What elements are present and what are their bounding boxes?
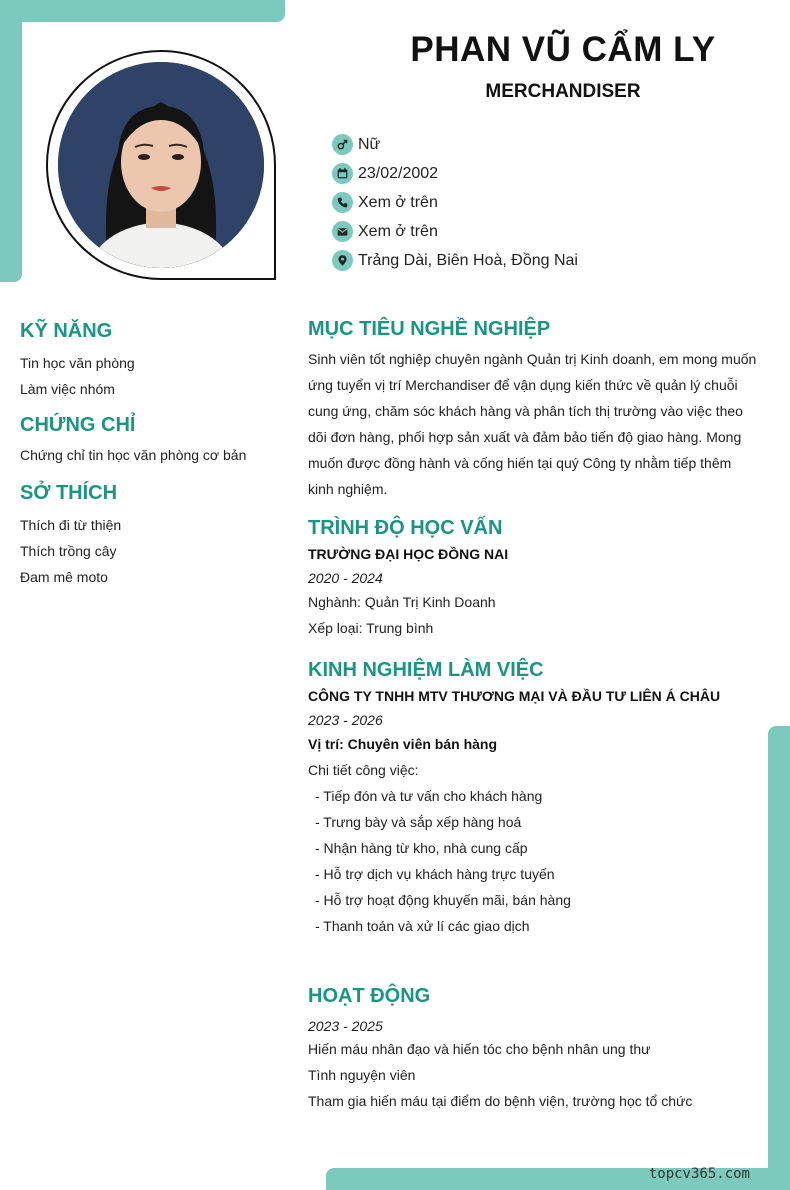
activity-item: Tình nguyện viên — [308, 1067, 416, 1083]
hobby-item: Thích trồng cây — [20, 543, 117, 559]
experience-task: - Tiếp đón và tư vấn cho khách hàng — [315, 788, 543, 804]
experience-section — [308, 657, 758, 939]
experience-task: - Trưng bày và sắp xếp hàng hoá — [315, 814, 522, 830]
objective-line: kinh nghiệm. — [308, 481, 388, 497]
education-grade: Xếp loại: Trung bình — [308, 620, 434, 636]
objective-line: Sinh viên tốt nghiệp chuyên ngành Quản trị Kinh doanh, em mong muốn — [308, 351, 757, 367]
skills-title: KỸ NĂNG — [20, 320, 113, 342]
education-section — [308, 515, 758, 641]
decor-top-bar — [0, 0, 285, 22]
right-column — [308, 316, 758, 1114]
education-school: TRƯỜNG ĐẠI HỌC ĐỒNG NAI — [308, 546, 509, 562]
hobby-item: Đam mê moto — [20, 569, 108, 585]
education-period: 2020 - 2024 — [308, 570, 383, 586]
activities-title: HOẠT ĐỘNG — [308, 985, 431, 1007]
education-major: Nghành: Quản Trị Kinh Doanh — [308, 594, 496, 610]
email-icon — [332, 221, 353, 242]
info-address-text: Trảng Dài, Biên Hoà, Đồng Nai — [358, 251, 578, 269]
hobbies-section — [20, 480, 290, 590]
experience-position: Vị trí: Chuyên viên bán hàng — [308, 736, 498, 752]
hobby-item: Thích đi từ thiện — [20, 517, 122, 533]
decor-right-bar — [768, 726, 790, 1190]
candidate-role: MERCHANDISER — [485, 81, 641, 102]
certificates-section — [20, 412, 290, 468]
experience-title: KINH NGHIỆM LÀM VIỆC — [308, 659, 544, 681]
activities-section — [308, 983, 758, 1114]
info-birthday-text: 23/02/2002 — [358, 164, 439, 182]
info-email — [332, 217, 578, 246]
certificates-title: CHỨNG CHỈ — [20, 414, 136, 436]
experience-details-label: Chi tiết công việc: — [308, 762, 419, 778]
profile-photo — [58, 62, 264, 268]
objective-section — [308, 316, 758, 502]
activity-item: Hiến máu nhân đạo và hiến tóc cho bệnh nhân ung thư — [308, 1041, 651, 1057]
certificate-item: Chứng chỉ tin học văn phòng cơ bản — [20, 447, 247, 463]
info-gender-text: Nữ — [358, 135, 381, 153]
objective-title: MỤC TIÊU NGHỀ NGHIỆP — [308, 318, 551, 340]
experience-company: CÔNG TY TNHH MTV THƯƠNG MẠI VÀ ĐẦU TƯ LIÊN Á CHÂU — [308, 688, 721, 704]
experience-task: - Hỗ trợ dịch vụ khách hàng trực tuyến — [315, 866, 555, 882]
skill-item: Tin học văn phòng — [20, 355, 135, 371]
info-email-text: Xem ở trên — [358, 222, 438, 240]
activity-item: Tham gia hiến máu tại điểm do bệnh viện, trường học tổ chức — [308, 1093, 693, 1109]
info-phone-text: Xem ở trên — [358, 193, 438, 211]
watermark-text: topcv365.com — [648, 1166, 750, 1182]
info-birthday — [332, 159, 578, 188]
objective-line: dõi đơn hàng, phối hợp sản xuất và đảm bảo tiến độ giao hàng. Mong — [308, 429, 742, 445]
objective-line: muốn được đồng hành và cống hiến tại quý Công ty nhằm tiếp thêm — [308, 455, 732, 471]
objective-line: ứng tuyển vị trí Merchandiser để vận dụng kiến thức về quản lý chuỗi — [308, 377, 738, 393]
skills-section — [20, 318, 290, 402]
calendar-icon — [332, 163, 353, 184]
experience-task: - Nhận hàng từ kho, nhà cung cấp — [315, 840, 528, 856]
decor-left-bar — [0, 0, 22, 282]
phone-icon — [332, 192, 353, 213]
info-phone — [332, 188, 578, 217]
info-address — [332, 246, 578, 275]
left-column — [20, 318, 290, 590]
skill-item: Làm việc nhóm — [20, 381, 115, 397]
objective-line: cung ứng, chăm sóc khách hàng và phân tích thị trường vào việc theo — [308, 403, 743, 419]
experience-task: - Hỗ trợ hoạt động khuyến mãi, bán hàng — [315, 892, 571, 908]
candidate-name: PHAN VŨ CẨM LY — [410, 30, 716, 69]
gender-icon — [332, 134, 353, 155]
personal-info-list — [332, 130, 578, 275]
experience-period: 2023 - 2026 — [308, 712, 383, 728]
experience-task: - Thanh toán và xử lí các giao dịch — [315, 918, 530, 934]
location-icon — [332, 250, 353, 271]
hobbies-title: SỞ THÍCH — [20, 482, 118, 504]
education-title: TRÌNH ĐỘ HỌC VẤN — [308, 517, 503, 539]
info-gender — [332, 130, 578, 159]
activities-period: 2023 - 2025 — [308, 1018, 383, 1034]
